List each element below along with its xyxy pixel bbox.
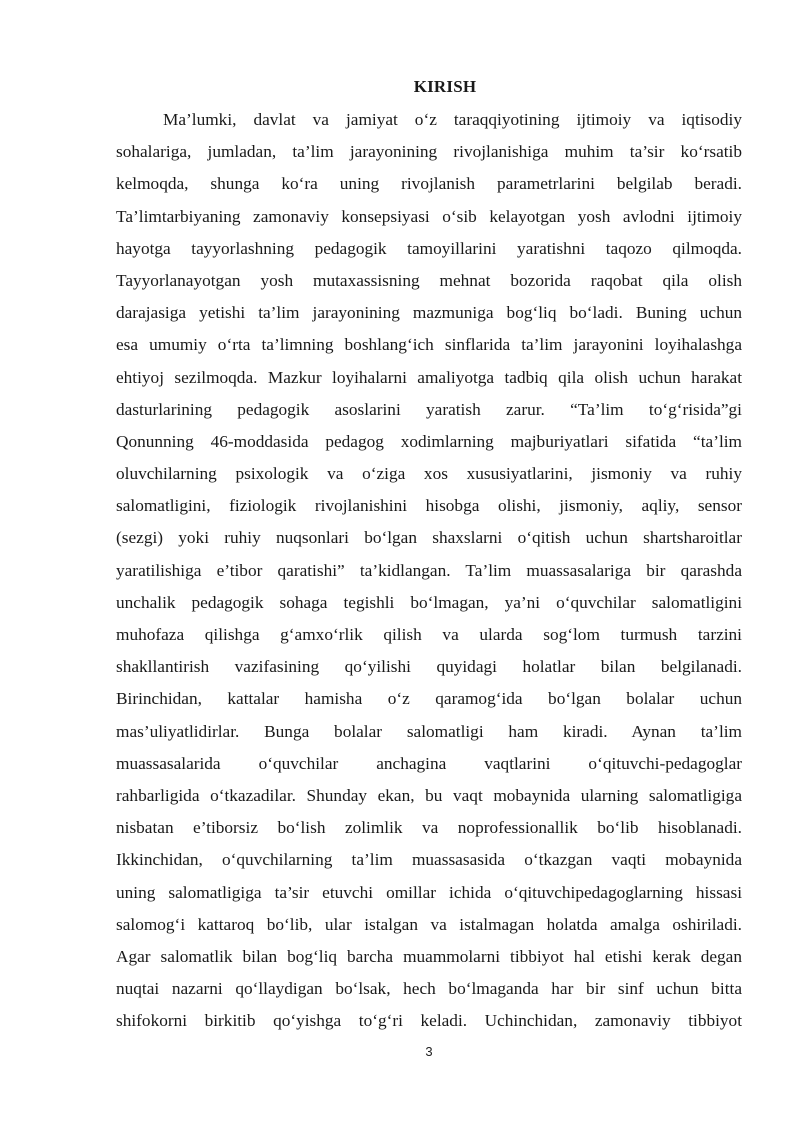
text-line: muassasalarida o‘quvchilar anchagina vaqtlarini o‘qituvchi-pedagoglar: [116, 753, 742, 773]
text-line: shakllantirish vazifasining qo‘yilishi quyidagi holatlar bilan belgilanadi.: [116, 657, 742, 677]
text-line: hayotga tayyorlashning pedagogik tamoyillarini yaratishni taqozo qilmoqda.: [116, 238, 742, 258]
text-line: darajasiga yetishi ta’lim jarayonining mazmuniga bog‘liq bo‘ladi. Buning uchun: [116, 303, 742, 323]
text-line: esa umumiy o‘rta ta’limning boshlang‘ich sinflarida ta’lim jarayonini loyihalashga: [116, 335, 742, 355]
text-line: unchalik pedagogik sohaga tegishli bo‘lmagan, ya’ni o‘quvchilar salomatligini: [116, 592, 742, 612]
text-line: Agar salomatlik bilan bog‘liq barcha muammolarni tibbiyot hal etishi kerak degan: [116, 946, 742, 966]
text-line: ehtiyoj sezilmoqda. Mazkur loyihalarni amaliyotga tadbiq qila olish uchun harakat: [116, 367, 742, 387]
text-line: shifokorni birkitib qo‘yishga to‘g‘ri keladi. Uchinchidan, zamonaviy tibbiyot: [116, 1011, 742, 1031]
section-heading: KIRISH: [413, 77, 477, 96]
text-line: (sezgi) yoki ruhiy nuqsonlari bo‘lgan shaxslarni o‘qitish uchun shartsharoitlar: [116, 528, 742, 548]
body-paragraph: [116, 104, 742, 1037]
text-line: salomog‘i kattaroq bo‘lib, ular istalgan va istalmagan holatda amalga oshiriladi.: [116, 914, 742, 934]
text-line: mas’uliyatlidirlar. Bunga bolalar salomatligi ham kiradi. Aynan ta’lim: [116, 721, 742, 741]
text-line: Ma’lumki, davlat va jamiyat o‘z taraqqiyotining ijtimoiy va iqtisodiy: [163, 110, 742, 129]
text-line: dasturlarining pedagogik asoslarini yaratish zarur. “Ta’lim to‘g‘risida”gi: [116, 399, 742, 419]
text-line: muhofaza qilishga g‘amxo‘rlik qilish va ularda sog‘lom turmush tarzini: [116, 625, 742, 644]
text-line: Birinchidan, kattalar hamisha o‘z qaramog‘ida bo‘lgan bolalar uchun: [116, 689, 742, 709]
text-line: sohalariga, jumladan, ta’lim jarayonining rivojlanishiga muhim ta’sir ko‘rsatib: [116, 142, 742, 162]
text-line: nuqtai nazarni qo‘llaydigan bo‘lsak, hech bo‘lmaganda har bir sinf uchun bitta: [116, 979, 742, 999]
text-line: Ta’limtarbiyaning zamonaviy konsepsiyasi o‘sib kelayotgan yosh avlodni ijtimoiy: [116, 206, 742, 226]
text-line: Ikkinchidan, o‘quvchilarning ta’lim muassasasida o‘tkazgan vaqti mobaynida: [116, 850, 742, 870]
text-line: rahbarligida o‘tkazadilar. Shunday ekan, bu vaqt mobaynida ularning salomatligiga: [116, 785, 742, 805]
text-line: yaratilishiga e’tibor qaratishi” ta’kidlangan. Ta’lim muassasalariga bir qarashda: [116, 560, 742, 580]
text-line: uning salomatligiga ta’sir etuvchi omillar ichida o‘qituvchipedagoglarning hissasi: [116, 882, 742, 902]
text-line: salomatligini, fiziologik rivojlanishini hisobga olishi, jismoniy, aqliy, sensor: [116, 496, 742, 516]
text-line: Tayyorlanayotgan yosh mutaxassisning mehnat bozorida raqobat qila olish: [116, 270, 742, 290]
text-line: oluvchilarning psixologik va o‘ziga xos xususiyatlarini, jismoniy va ruhiy: [116, 464, 742, 484]
page-number: 3: [425, 1044, 433, 1059]
text-line: kelmoqda, shunga ko‘ra uning rivojlanish parametrlarini belgilab beradi.: [116, 174, 742, 194]
text-line: Qonunning 46-moddasida pedagog xodimlarning majburiyatlari sifatida “ta’lim: [116, 431, 742, 451]
text-line: nisbatan e’tiborsiz bo‘lish zolimlik va noprofessionallik bo‘lib hisoblanadi.: [116, 818, 742, 838]
